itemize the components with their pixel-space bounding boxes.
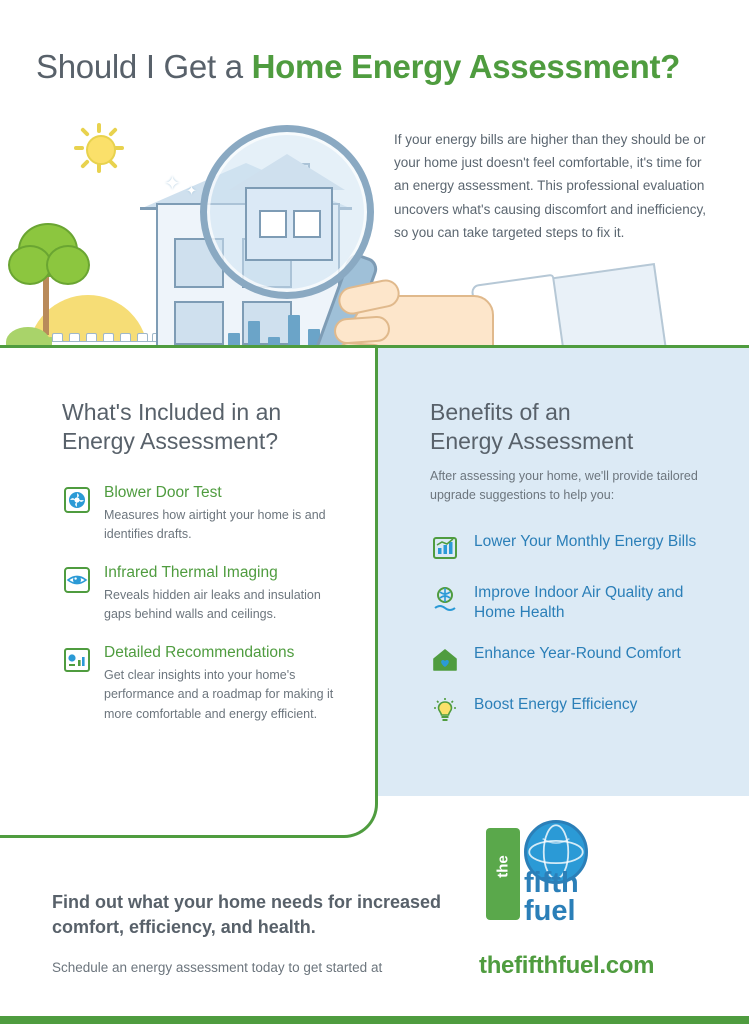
blower-fan-icon (62, 485, 92, 515)
included-item (62, 563, 335, 625)
benefits-panel (378, 348, 749, 796)
the-fifth-fuel-logo (480, 818, 630, 928)
benefits-heading-line1: Benefits of an (430, 399, 571, 425)
included-item (62, 643, 335, 724)
intro-paragraph: If your energy bills are higher than they should be or your home just doesn't feel comfortable, it's time for an energy assessment. This professional evaluation uncovers what's causing discomfort and inefficiency, so you can take targeted steps to fix it. (394, 132, 706, 240)
logo-the-text: the (494, 855, 512, 878)
benefit-item (430, 644, 709, 675)
website-link[interactable]: thefifthfuel.com (479, 952, 655, 979)
footer-text-block (52, 890, 462, 979)
benefit-item (430, 532, 709, 563)
benefit-label: Enhance Year-Round Comfort (474, 644, 681, 662)
bottom-accent-bar (0, 1016, 749, 1024)
benefit-label: Boost Energy Efficiency (474, 695, 638, 713)
included-panel (0, 348, 378, 838)
report-chart-icon (62, 645, 92, 675)
logo-fuel-text: fuel (524, 894, 576, 927)
magnifier-icon (200, 125, 374, 299)
logo-wordmark (524, 867, 579, 927)
included-item-desc: Get clear insights into your home's performance and a roadmap for making it more comfortable and energy efficient. (104, 667, 334, 721)
page-title-plain: Should I Get a (36, 48, 252, 85)
included-item-desc: Measures how airtight your home is and identifies drafts. (104, 508, 326, 542)
page-title-strong: Home Energy Assessment? (251, 48, 681, 85)
included-item-desc: Reveals hidden air leaks and insulation gaps behind walls and ceilings. (104, 587, 321, 622)
benefit-item (430, 695, 709, 726)
included-item-title: Blower Door Test (104, 483, 222, 501)
benefit-label: Lower Your Monthly Energy Bills (474, 532, 697, 550)
included-item-title: Infrared Thermal Imaging (104, 563, 278, 581)
logo-fifth-text: fifth (524, 867, 579, 899)
included-heading-line1: What's Included in an (62, 399, 282, 425)
benefits-heading (430, 398, 709, 457)
sparkle-icon: ✦ (186, 183, 197, 198)
lightbulb-icon (430, 696, 460, 726)
benefit-label: Improve Indoor Air Quality and Home Health (474, 583, 684, 622)
included-heading-line2: Energy Assessment? (62, 428, 279, 455)
included-item-title: Detailed Recommendations (104, 643, 295, 661)
house-heart-icon (430, 645, 460, 675)
eye-thermal-icon (62, 565, 92, 595)
bill-chart-icon (430, 533, 460, 563)
benefit-item (430, 583, 709, 624)
sparkle-icon: ✦ (164, 173, 181, 195)
included-item (62, 483, 335, 545)
air-quality-icon (430, 584, 460, 614)
footer-subline: Schedule an energy assessment today to get started at (52, 960, 383, 976)
sun-icon (78, 127, 120, 169)
included-heading (62, 398, 335, 457)
benefits-subtitle: After assessing your home, we'll provide tailored upgrade suggestions to help you: (430, 468, 698, 503)
footer-headline: Find out what your home needs for increased comfort, efficiency, and health. (52, 892, 442, 938)
benefits-heading-line2: Energy Assessment (430, 428, 634, 455)
page-title (36, 48, 726, 86)
